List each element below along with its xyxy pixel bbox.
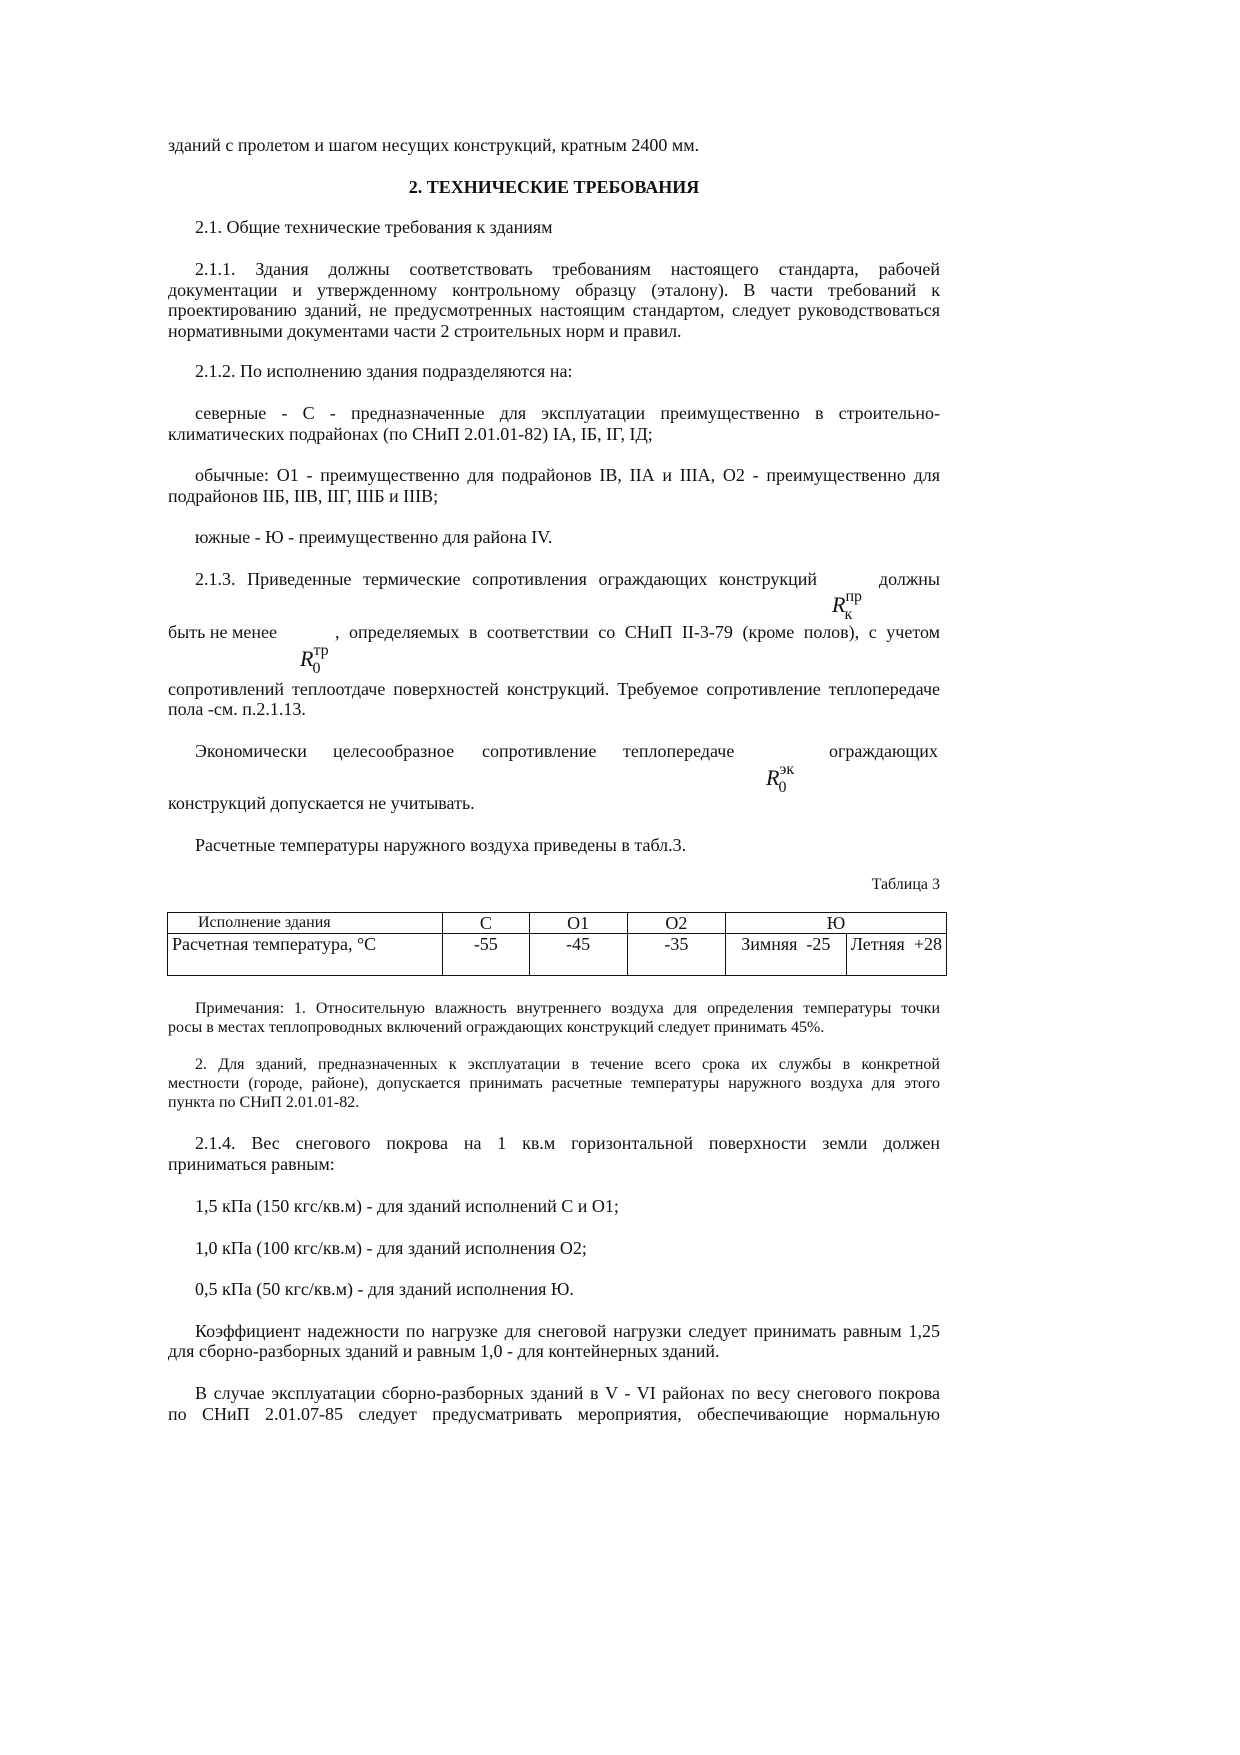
formula-r-0-tr: R тр 0: [300, 642, 329, 677]
normal-line: подрайонов IIБ, IIВ, IIГ, IIIБ и IIIВ;: [168, 486, 439, 506]
coefficient-line: для сборно-разборных зданий и равным 1,0 - для контейнерных зданий.: [168, 1341, 720, 1361]
table-header-cell: С: [443, 913, 529, 934]
intro-line: зданий с пролетом и шагом несущих конструкций, кратным 2400 мм.: [168, 135, 700, 155]
paragraph-2-1-3-line: пола -см. п.2.1.13.: [168, 699, 306, 719]
table-header-row: [168, 913, 947, 934]
temperature-table: [167, 912, 947, 976]
econ-line: конструкций допускается не учитывать.: [168, 793, 475, 813]
paragraph-2-1-3-word: должны: [878, 569, 940, 589]
paragraph-2-1-3-line: , определяемых в соответствии со СНиП II-3-79 (кроме полов), с учетом: [335, 622, 940, 642]
last-paragraph-line: В случае эксплуатации сборно-разборных зданий в V - VI районах по весу снегового покрова: [195, 1383, 940, 1403]
econ-word: Экономически: [195, 741, 307, 761]
snow-item: 1,5 кПа (150 кгс/кв.м) - для зданий исполнений С и О1;: [195, 1196, 619, 1216]
paragraph-2-1-1-line: 2.1.1. Здания должны соответствовать требованиям настоящего стандарта, рабочей: [195, 259, 940, 279]
table-cell: Расчетная температура, °С: [168, 934, 443, 976]
formula-r-k-pr: R пр к: [832, 588, 863, 623]
note-line: росы в местах теплопроводных включений ограждающих конструкций следует принимать 45%.: [168, 1019, 825, 1036]
table-row: [168, 934, 947, 976]
snow-item: 1,0 кПа (100 кгс/кв.м) - для зданий исполнения О2;: [195, 1238, 587, 1258]
note-line: пункта по СНиП 2.01.01-82.: [168, 1094, 360, 1111]
normal-line: обычные: О1 - преимущественно для подрайонов IВ, IIА и IIIА, О2 - преимущественно для: [195, 465, 940, 485]
table-header-cell: Ю: [725, 913, 946, 934]
paragraph-2-1-3-line: сопротивлений теплоотдаче поверхностей конструкций. Требуемое сопротивление теплопередаче: [168, 679, 940, 699]
econ-word: целесообразное: [333, 741, 455, 761]
south-line: южные - Ю - преимущественно для района IV.: [195, 527, 553, 547]
temps-reference: Расчетные температуры наружного воздуха приведены в табл.3.: [195, 835, 687, 855]
table-cell: Зимняя -25: [725, 934, 846, 976]
north-line: северные - С - предназначенные для эксплуатации преимущественно в строительно-: [195, 403, 940, 423]
table-header-cell: О1: [529, 913, 627, 934]
section-heading: 2. ТЕХНИЧЕСКИЕ ТРЕБОВАНИЯ: [408, 177, 700, 197]
note-line: Примечания: 1. Относительную влажность внутреннего воздуха для определения температуры точки: [195, 1000, 940, 1017]
table-cell: Летняя +28: [846, 934, 946, 976]
formula-r-0-ek: R эк 0: [766, 761, 795, 796]
note-line: 2. Для зданий, предназначенных к эксплуатации в течение всего срока их службы в конкретной: [195, 1056, 940, 1073]
paragraph-2-1-3-line: быть не менее: [168, 622, 277, 642]
paragraph-2-1-1-line: документации и утвержденному контрольному образцу (эталону). В части требований к: [168, 280, 940, 300]
north-line: климатических подрайонах (по СНиП 2.01.01-82) IА, IБ, IГ, IД;: [168, 424, 653, 444]
paragraph-2-1-2: 2.1.2. По исполнению здания подразделяются на:: [195, 361, 573, 381]
table-header-cell: О2: [627, 913, 725, 934]
table-cell: -55: [443, 934, 529, 976]
paragraph-2-1: 2.1. Общие технические требования к зданиям: [195, 217, 553, 237]
paragraph-2-1-4-line: приниматься равным:: [168, 1154, 335, 1174]
paragraph-2-1-3-line: 2.1.3. Приведенные термические сопротивления ограждающих конструкций: [195, 569, 817, 589]
paragraph-2-1-4-line: 2.1.4. Вес снегового покрова на 1 кв.м горизонтальной поверхности земли должен: [195, 1133, 940, 1153]
econ-word: ограждающих: [829, 741, 938, 761]
coefficient-line: Коэффициент надежности по нагрузке для снеговой нагрузки следует принимать равным 1,25: [195, 1321, 940, 1341]
note-line: местности (городе, районе), допускается принимать расчетные температуры наружного воздуха для этого: [168, 1075, 940, 1092]
last-paragraph-line: по СНиП 2.01.07-85 следует предусматривать мероприятия, обеспечивающие нормальную: [168, 1404, 940, 1424]
table-caption: Таблица 3: [871, 876, 940, 893]
table-cell: -45: [529, 934, 627, 976]
table-cell: -35: [627, 934, 725, 976]
paragraph-2-1-1-line: проектированию зданий, не предусмотренных настоящим стандартом, следует руководствоваться: [168, 300, 940, 320]
snow-item: 0,5 кПа (50 кгс/кв.м) - для зданий исполнения Ю.: [195, 1279, 574, 1299]
econ-word: сопротивление: [482, 741, 597, 761]
table-header-cell: Исполнение здания: [168, 913, 443, 934]
paragraph-2-1-1-line: нормативными документами части 2 строительных норм и правил.: [168, 321, 682, 341]
econ-word: теплопередаче: [623, 741, 735, 761]
